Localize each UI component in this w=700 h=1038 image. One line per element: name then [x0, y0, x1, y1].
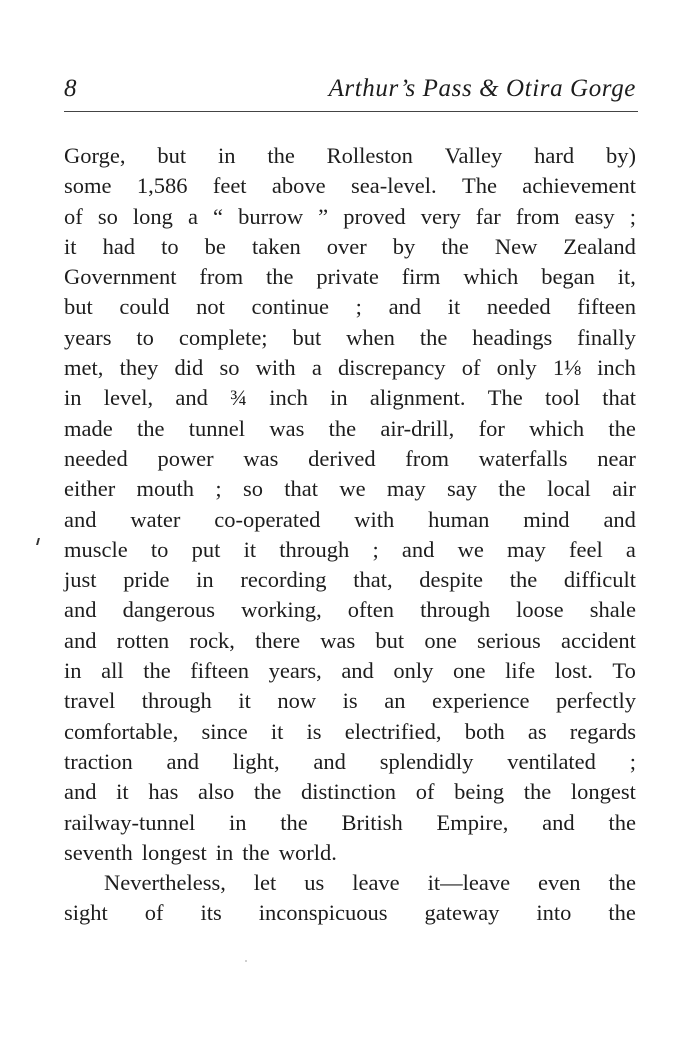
word: Valley	[444, 143, 503, 168]
text-line	[64, 626, 636, 656]
word: serious	[477, 627, 541, 653]
word: either	[64, 476, 116, 502]
word: leave	[352, 870, 400, 896]
word: but	[64, 294, 93, 320]
text-line	[64, 717, 636, 747]
word: into	[536, 900, 572, 926]
word: travel	[64, 688, 116, 714]
word: inch	[597, 355, 636, 381]
word: in	[64, 658, 82, 684]
text-line	[64, 838, 636, 868]
text-line	[64, 414, 636, 444]
word: even	[538, 870, 581, 896]
word: they	[119, 355, 159, 381]
word: a	[311, 355, 322, 381]
word: 1,586	[136, 173, 188, 199]
word: for	[478, 415, 505, 441]
word: which	[529, 415, 585, 441]
word: life	[505, 658, 536, 684]
word: needed	[486, 294, 551, 320]
word: and	[313, 748, 346, 774]
word: is	[306, 718, 322, 744]
word: often	[347, 597, 395, 623]
word: and	[603, 506, 636, 532]
text-line	[64, 232, 636, 262]
word: the	[137, 415, 165, 441]
word: taken	[251, 233, 301, 259]
word: one	[453, 658, 486, 684]
word: did	[174, 355, 204, 381]
running-head	[64, 74, 636, 106]
word: derived	[308, 445, 376, 471]
word: power	[157, 445, 214, 471]
word: by)	[605, 143, 636, 168]
word: despite	[419, 567, 484, 593]
word: but	[157, 143, 187, 168]
text-line	[64, 656, 636, 686]
word: tunnel	[188, 415, 246, 441]
word: achievement	[522, 173, 636, 199]
word: made	[64, 415, 113, 441]
word: ;	[215, 476, 222, 502]
word: with	[255, 355, 296, 381]
word: say	[446, 476, 477, 502]
word: we	[339, 476, 366, 502]
word: in	[330, 385, 348, 411]
text-line	[64, 808, 636, 838]
word: and	[388, 294, 422, 320]
text-line	[64, 474, 636, 504]
word: so	[219, 355, 240, 381]
word: local	[547, 476, 591, 502]
word: above	[271, 173, 326, 199]
word: air-drill,	[380, 415, 455, 441]
word: from	[405, 445, 450, 471]
text-line	[64, 262, 636, 292]
word: ;	[372, 536, 379, 562]
word: as	[527, 718, 547, 744]
word: it	[116, 779, 129, 805]
word: The	[461, 173, 497, 199]
word: and	[166, 748, 199, 774]
word: from	[515, 203, 560, 229]
word: that,	[353, 567, 393, 593]
word: working,	[241, 597, 322, 623]
word: since	[201, 718, 248, 744]
word: fifteen	[190, 658, 250, 684]
word: met,	[64, 355, 104, 381]
word: and	[64, 597, 97, 623]
word: both	[464, 718, 505, 744]
stray-ink-dot	[245, 960, 247, 962]
word: sight	[64, 900, 108, 926]
word: when	[346, 324, 395, 350]
word: over	[326, 233, 367, 259]
word: “	[213, 203, 224, 229]
word: comfortable,	[64, 718, 179, 744]
word: through	[141, 688, 212, 714]
word: the	[498, 476, 526, 502]
word: mouth	[136, 476, 195, 502]
word: 1⅛	[552, 355, 581, 381]
word: Nevertheless,	[104, 870, 226, 896]
text-line	[64, 383, 636, 413]
word: longest	[141, 839, 207, 865]
word: was	[243, 445, 279, 471]
word: longest	[570, 779, 636, 805]
word: so	[97, 203, 118, 229]
word: of	[144, 900, 164, 926]
page-number: 8	[64, 75, 77, 102]
stray-ink-mark	[36, 538, 40, 545]
text-line	[64, 353, 636, 383]
text-line	[64, 202, 636, 232]
text-line	[64, 898, 636, 928]
word: pride	[123, 567, 170, 593]
word: light,	[232, 748, 280, 774]
word: through	[279, 536, 350, 562]
word: the	[608, 415, 636, 441]
word: perfectly	[556, 688, 636, 714]
word: the	[419, 324, 448, 350]
word: of	[461, 355, 481, 381]
word: let	[253, 870, 277, 896]
word: just	[64, 567, 97, 593]
text-line	[64, 747, 636, 777]
word: and	[401, 536, 435, 562]
word: regards	[569, 718, 636, 744]
word: proved	[343, 203, 406, 229]
word: the	[328, 415, 357, 441]
word: may	[507, 536, 546, 562]
word: ;	[629, 748, 636, 774]
word: to	[161, 233, 179, 259]
word: it,	[617, 264, 636, 290]
word: headings	[472, 324, 553, 350]
word: rock,	[189, 627, 235, 653]
word: the	[265, 264, 294, 290]
word: private	[316, 264, 379, 290]
word: the	[608, 809, 636, 835]
word: by	[392, 233, 416, 259]
word: Gorge,	[64, 143, 126, 168]
word: was	[269, 415, 305, 441]
word: lost.	[554, 658, 593, 684]
word: New	[494, 233, 538, 259]
word: firm	[401, 264, 441, 290]
word: is	[342, 688, 358, 714]
word: of	[415, 779, 435, 805]
word: distinction	[301, 779, 397, 805]
word: be	[204, 233, 226, 259]
word: Zealand	[563, 233, 636, 259]
word: the	[267, 143, 295, 168]
word: now	[277, 688, 317, 714]
text-line	[64, 595, 636, 625]
word: it	[447, 294, 461, 320]
word: ;	[629, 203, 636, 229]
word: very	[420, 203, 461, 229]
word: with	[354, 506, 395, 532]
word: years,	[268, 658, 322, 684]
word: seventh	[64, 839, 133, 865]
word: finally	[577, 324, 636, 350]
word: so	[242, 476, 263, 502]
text-line	[64, 868, 636, 898]
word: and	[175, 385, 208, 411]
word: to	[136, 324, 154, 350]
text-line	[64, 686, 636, 716]
word: has	[148, 779, 179, 805]
word: traction	[64, 748, 133, 774]
word: near	[597, 445, 636, 471]
word: air	[612, 476, 636, 502]
word: which	[463, 264, 519, 290]
word: human	[428, 506, 490, 532]
word: recording	[240, 567, 327, 593]
word: continue	[251, 294, 329, 320]
word: fifteen	[577, 294, 636, 320]
text-line	[64, 535, 636, 565]
word: only	[393, 658, 434, 684]
word: a	[625, 536, 636, 562]
word: electrified,	[344, 718, 442, 744]
word: put	[191, 536, 221, 562]
word: it	[243, 536, 257, 562]
word: burrow	[238, 203, 304, 229]
text-line	[64, 777, 636, 807]
word: the	[523, 779, 552, 805]
text-line	[64, 565, 636, 595]
word: us	[304, 870, 325, 896]
word: it	[64, 233, 77, 259]
word: being	[454, 779, 505, 805]
word: splendidly	[379, 748, 474, 774]
word: we	[457, 536, 484, 562]
word: feel	[568, 536, 603, 562]
word: feet	[212, 173, 247, 199]
word: mind	[523, 506, 570, 532]
word: was	[320, 627, 356, 653]
word: may	[386, 476, 426, 502]
word: Rolleston	[326, 143, 413, 168]
text-line	[64, 171, 636, 201]
word: the	[280, 809, 308, 835]
word: and	[64, 506, 97, 532]
word: tool	[544, 385, 580, 411]
word: the	[509, 567, 538, 593]
text-line	[64, 444, 636, 474]
word: and	[341, 658, 374, 684]
word: British	[341, 809, 403, 835]
word: ;	[355, 294, 362, 320]
word: ”	[318, 203, 329, 229]
word: dangerous	[122, 597, 216, 623]
word: discrepancy	[338, 355, 446, 381]
word: and	[542, 809, 575, 835]
word: the	[242, 839, 270, 865]
word: but	[375, 627, 405, 653]
word: complete;	[178, 324, 268, 350]
word: far	[475, 203, 501, 229]
word: experience	[432, 688, 530, 714]
word: shale	[589, 597, 636, 623]
word: the	[608, 870, 636, 896]
word: but	[292, 324, 322, 350]
word: ¾	[230, 385, 247, 411]
word: from	[199, 264, 244, 290]
word: it	[270, 718, 284, 744]
word: the	[143, 658, 171, 684]
word: waterfalls	[478, 445, 568, 471]
word: in	[215, 839, 234, 865]
word: that	[284, 476, 319, 502]
word: long	[132, 203, 173, 229]
word: sea-level.	[351, 173, 437, 199]
word: some	[64, 173, 112, 199]
word: inconspicuous	[258, 900, 388, 926]
word: accident	[560, 627, 636, 653]
word: co-operated	[214, 506, 321, 532]
word: Empire,	[436, 809, 509, 835]
word: there	[255, 627, 301, 653]
word: hard	[534, 143, 575, 168]
word: a	[187, 203, 198, 229]
word: needed	[64, 445, 128, 471]
word: it	[238, 688, 251, 714]
word: one	[424, 627, 457, 653]
word: an	[384, 688, 406, 714]
word: loose	[516, 597, 564, 623]
word: could	[119, 294, 170, 320]
text-line	[64, 292, 636, 322]
word: the	[441, 233, 469, 259]
word: inch	[269, 385, 308, 411]
word: railway-tunnel	[64, 809, 196, 835]
word: level,	[103, 385, 154, 411]
word: to	[150, 536, 169, 562]
word: in	[228, 809, 247, 835]
word: and	[64, 779, 97, 805]
word: water	[130, 506, 181, 532]
text-line	[64, 323, 636, 353]
word: alignment.	[369, 385, 466, 411]
text-line	[64, 505, 636, 535]
text-line	[64, 141, 636, 171]
word: all	[101, 658, 124, 684]
word: of	[64, 203, 83, 229]
word: in	[196, 567, 214, 593]
word: the	[608, 900, 636, 926]
word: world.	[278, 839, 337, 865]
word: difficult	[563, 567, 636, 593]
word: Government	[64, 264, 177, 290]
word: and	[64, 627, 97, 653]
word: through	[420, 597, 491, 623]
word: also	[197, 779, 235, 805]
word: easy	[574, 203, 615, 229]
word: To	[612, 658, 636, 684]
word: that	[602, 385, 636, 411]
word: rotten	[116, 627, 170, 653]
word: began	[541, 264, 595, 290]
word: only	[496, 355, 537, 381]
word: not	[196, 294, 225, 320]
word: had	[102, 233, 136, 259]
word: The	[487, 385, 523, 411]
word: its	[200, 900, 222, 926]
word: in	[64, 385, 82, 411]
word: it—leave	[427, 870, 511, 896]
word: the	[253, 779, 282, 805]
word: years	[64, 324, 112, 350]
running-title: Arthur’s Pass & Otira Gorge	[328, 75, 636, 102]
word: ventilated	[507, 748, 596, 774]
word: muscle	[64, 536, 128, 562]
word: gateway	[424, 900, 500, 926]
header-rule	[64, 111, 638, 112]
body-text	[64, 141, 636, 929]
word: in	[217, 143, 236, 168]
